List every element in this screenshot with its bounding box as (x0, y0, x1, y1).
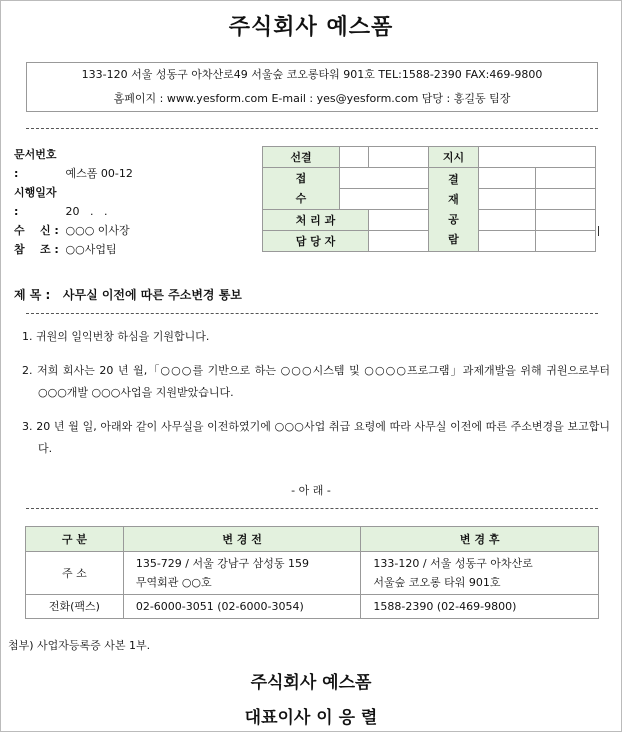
doc-no: 예스폼 00-12 (65, 167, 133, 180)
body-item-3: 3. 20 년 월 일, 아래와 같이 사무실을 이전하였기에 ○○○사업 취급 요령에 따라 사무실 이전에 따른 주소변경을 보고합니다. (22, 420, 610, 455)
body-list (22, 326, 610, 472)
header-category: 구 분 (26, 527, 124, 552)
address-before-line-1: 135-729 / 서울 강남구 삼성동 159 (135, 557, 309, 570)
company-info-box (26, 62, 598, 112)
company-title: 주식회사 예스폼 (228, 15, 394, 40)
approval-blank (479, 231, 536, 252)
document-meta (14, 145, 133, 259)
approval-blank (479, 189, 536, 210)
signature-company: 주식회사 예스폼 (250, 673, 372, 693)
date: 20 . . (65, 205, 108, 218)
address-before-line-2: 무역회관 ○○호 (135, 576, 212, 589)
subject-label: 제 목 : (14, 288, 51, 302)
gyeoljae-char-2: 재 (448, 192, 459, 206)
approval-blank (340, 189, 429, 210)
gyeoljae-char-3: 공 (448, 212, 459, 226)
approval-blank (479, 168, 536, 189)
change-table (25, 526, 599, 619)
approval-blank (536, 168, 596, 189)
subject-line (14, 286, 242, 303)
jeopsu-char-2: 수 (295, 191, 307, 205)
address-label: 주 소 (26, 552, 124, 595)
subject-text: 사무실 이전에 따른 주소변경 통보 (62, 288, 242, 302)
below-marker: - 아 래 - (291, 484, 331, 497)
phone-label: 전화(팩스) (26, 595, 124, 619)
approval-blank (536, 210, 596, 231)
web-line: 홈페이지 : www.yesform.com E-mail : yes@yesform.com 담당 : 홍길동 팀장 (113, 92, 511, 105)
doc-no-label: 문서번호 : (14, 148, 57, 180)
divider (26, 313, 598, 314)
approval-blank (536, 231, 596, 252)
address-line: 133-120 서울 성동구 아차산로49 서울숲 코오롱타워 901호 TEL:1588-2390 FAX:469-9800 (81, 68, 543, 81)
approval-table (262, 146, 596, 252)
address-after-line-2: 서울숲 코오롱 타워 901호 (373, 576, 501, 589)
divider (26, 508, 598, 509)
approval-blank (479, 147, 596, 168)
header-before: 변 경 전 (123, 527, 361, 552)
damdangja-cell: 담 당 자 (263, 231, 369, 252)
recipient-label: 수 신 : (14, 224, 59, 237)
body-item-2: 2. 저희 회사는 20 년 월,「○○○를 기반으로 하는 ○○○시스템 및 ○○○○프로그램」과제개발을 위해 귀원으로부터 ○○○개발 ○○○사업을 지원받았습니다. (22, 364, 610, 399)
date-label: 시행일자 : (14, 186, 57, 218)
approval-blank (369, 231, 429, 252)
approval-blank (369, 210, 429, 231)
approval-blank (340, 168, 429, 189)
body-item-1: 1. 귀원의 일익번창 하심을 기원합니다. (22, 330, 210, 343)
jeopsu-cell (263, 168, 340, 210)
approval-blank (479, 210, 536, 231)
divider (26, 128, 598, 129)
recipient: ○○○ 이사장 (65, 224, 130, 237)
address-after (361, 552, 599, 595)
reference-label: 참 조 : (14, 243, 59, 256)
gyeoljae-cell (429, 168, 479, 252)
approval-blank (536, 189, 596, 210)
sunkyeol-cell: 선결 (263, 147, 340, 168)
jisi-cell: 지시 (429, 147, 479, 168)
reference: ○○사업팀 (65, 243, 117, 256)
phone-before: 02-6000-3051 (02-6000-3054) (123, 595, 361, 619)
cursor-mark (598, 226, 599, 236)
address-before (123, 552, 361, 595)
cheorigwa-cell: 처 리 과 (263, 210, 369, 231)
address-after-line-1: 133-120 / 서울 성동구 아차산로 (373, 557, 533, 570)
attachment-note: 첨부) 사업자등록증 사본 1부. (8, 639, 151, 652)
approval-blank (340, 147, 369, 168)
jeopsu-char-1: 접 (295, 171, 307, 185)
signature-ceo: 대표이사 이 응 렬 (244, 708, 378, 728)
gyeoljae-char-1: 결 (448, 172, 459, 186)
header-after: 변 경 후 (361, 527, 599, 552)
gyeoljae-char-4: 람 (448, 232, 459, 246)
phone-after: 1588-2390 (02-469-9800) (361, 595, 599, 619)
approval-blank (369, 147, 429, 168)
